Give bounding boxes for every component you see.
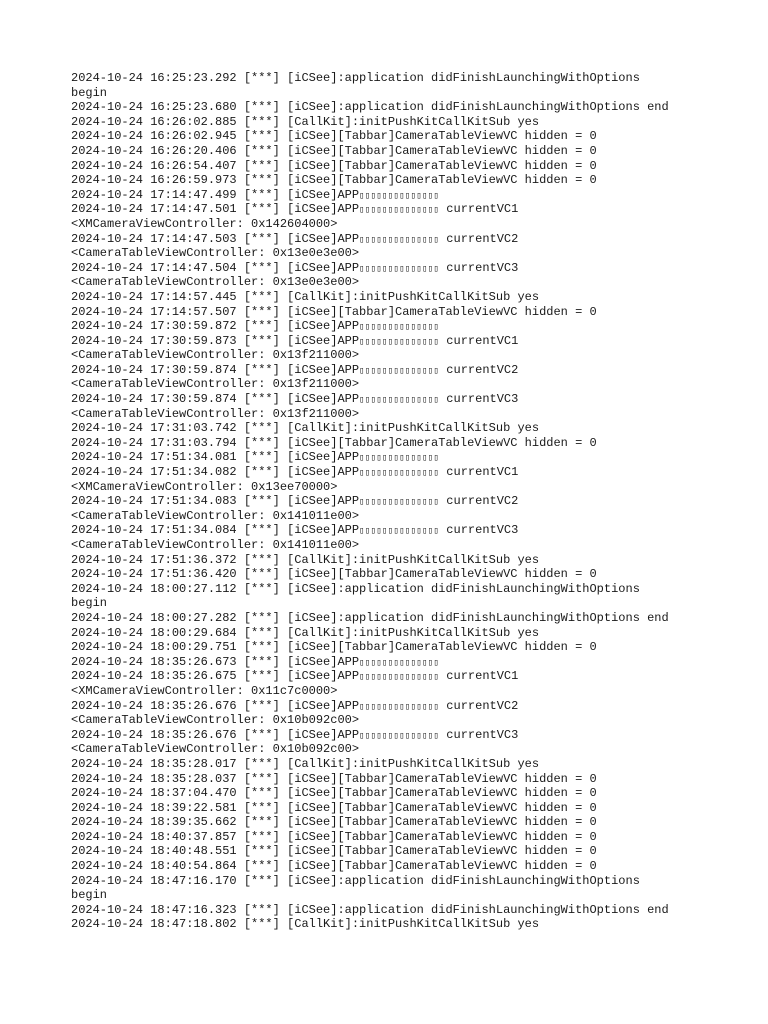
log-line: <CameraTableViewController: 0x10b092c00>	[71, 713, 360, 728]
log-line: 2024-10-24 18:00:27.112 [***] [iCSee]:application didFinishLaunchingWithOptions	[71, 581, 640, 596]
log-line: 2024-10-24 17:14:47.504 [***] [iCSee]APP▯▯▯▯▯▯▯▯▯▯▯▯▯▯ currentVC3	[71, 260, 519, 275]
log-line: 2024-10-24 17:31:03.794 [***] [iCSee][Tabbar]CameraTableViewVC hidden = 0	[71, 435, 597, 450]
log-line: 2024-10-24 17:31:03.742 [***] [CallKit]:initPushKitCallKitSub yes	[71, 421, 540, 436]
log-line: 2024-10-24 16:25:23.680 [***] [iCSee]:application didFinishLaunchingWithOptions end	[71, 100, 669, 115]
log-line: <CameraTableViewController: 0x13e0e3e00>	[71, 275, 360, 290]
log-line: <CameraTableViewController: 0x13e0e3e00>	[71, 246, 360, 261]
log-line: 2024-10-24 17:51:34.082 [***] [iCSee]APP▯▯▯▯▯▯▯▯▯▯▯▯▯▯ currentVC1	[71, 465, 519, 480]
log-line: 2024-10-24 18:47:18.802 [***] [CallKit]:initPushKitCallKitSub yes	[71, 917, 540, 932]
log-line: 2024-10-24 17:51:34.083 [***] [iCSee]APP▯▯▯▯▯▯▯▯▯▯▯▯▯▯ currentVC2	[71, 494, 519, 509]
log-line: 2024-10-24 18:00:27.282 [***] [iCSee]:application didFinishLaunchingWithOptions end	[71, 610, 669, 625]
log-line: <CameraTableViewController: 0x141011e00>	[71, 538, 360, 552]
missing-glyph-boxes: ▯▯▯▯▯▯▯▯▯▯▯▯▯▯	[359, 365, 440, 376]
log-line: 2024-10-24 16:26:02.885 [***] [CallKit]:initPushKitCallKitSub yes	[71, 114, 540, 129]
missing-glyph-boxes: ▯▯▯▯▯▯▯▯▯▯▯▯▯▯	[359, 190, 440, 201]
log-text-block	[71, 71, 711, 932]
log-line: <CameraTableViewController: 0x13f211000>	[71, 406, 360, 421]
missing-glyph-boxes: ▯▯▯▯▯▯▯▯▯▯▯▯▯▯	[359, 526, 440, 537]
log-line: 2024-10-24 18:47:16.170 [***] [iCSee]:application didFinishLaunchingWithOptions	[71, 873, 640, 888]
log-line: 2024-10-24 16:25:23.292 [***] [iCSee]:application didFinishLaunchingWithOptions	[71, 71, 640, 85]
log-line: 2024-10-24 16:26:02.945 [***] [iCSee][Tabbar]CameraTableViewVC hidden = 0	[71, 129, 597, 144]
log-line: <XMCameraViewController: 0x142604000>	[71, 216, 338, 231]
log-line: 2024-10-24 16:26:59.973 [***] [iCSee][Tabbar]CameraTableViewVC hidden = 0	[71, 173, 597, 188]
log-line: <CameraTableViewController: 0x10b092c00>	[71, 742, 360, 757]
log-line: 2024-10-24 18:39:22.581 [***] [iCSee][Tabbar]CameraTableViewVC hidden = 0	[71, 800, 597, 815]
log-line: 2024-10-24 17:30:59.873 [***] [iCSee]APP▯▯▯▯▯▯▯▯▯▯▯▯▯▯ currentVC1	[71, 333, 519, 348]
log-line: 2024-10-24 18:35:26.675 [***] [iCSee]APP▯▯▯▯▯▯▯▯▯▯▯▯▯▯ currentVC1	[71, 669, 519, 684]
log-line: 2024-10-24 17:14:57.445 [***] [CallKit]:initPushKitCallKitSub yes	[71, 289, 540, 304]
log-line: 2024-10-24 17:14:47.499 [***] [iCSee]APP▯▯▯▯▯▯▯▯▯▯▯▯▯▯	[71, 187, 440, 202]
missing-glyph-boxes: ▯▯▯▯▯▯▯▯▯▯▯▯▯▯	[359, 336, 440, 347]
log-line: 2024-10-24 18:39:35.662 [***] [iCSee][Tabbar]CameraTableViewVC hidden = 0	[71, 815, 597, 830]
log-line: 2024-10-24 18:35:26.676 [***] [iCSee]APP▯▯▯▯▯▯▯▯▯▯▯▯▯▯ currentVC3	[71, 727, 519, 742]
log-line: 2024-10-24 17:14:47.501 [***] [iCSee]APP▯▯▯▯▯▯▯▯▯▯▯▯▯▯ currentVC1	[71, 202, 519, 217]
log-line: 2024-10-24 17:30:59.874 [***] [iCSee]APP▯▯▯▯▯▯▯▯▯▯▯▯▯▯ currentVC3	[71, 392, 519, 407]
log-line: 2024-10-24 18:40:37.857 [***] [iCSee][Tabbar]CameraTableViewVC hidden = 0	[71, 829, 597, 844]
log-line: 2024-10-24 17:51:36.372 [***] [CallKit]:initPushKitCallKitSub yes	[71, 552, 540, 567]
missing-glyph-boxes: ▯▯▯▯▯▯▯▯▯▯▯▯▯▯	[359, 263, 440, 274]
missing-glyph-boxes: ▯▯▯▯▯▯▯▯▯▯▯▯▯▯	[359, 730, 440, 741]
log-line: begin	[71, 85, 108, 100]
log-line: 2024-10-24 18:37:04.470 [***] [iCSee][Tabbar]CameraTableViewVC hidden = 0	[71, 786, 597, 801]
log-line: 2024-10-24 17:30:59.872 [***] [iCSee]APP▯▯▯▯▯▯▯▯▯▯▯▯▯▯	[71, 319, 440, 334]
log-line: 2024-10-24 18:00:29.684 [***] [CallKit]:initPushKitCallKitSub yes	[71, 625, 540, 640]
missing-glyph-boxes: ▯▯▯▯▯▯▯▯▯▯▯▯▯▯	[359, 468, 440, 479]
log-line: 2024-10-24 18:35:28.017 [***] [CallKit]:initPushKitCallKitSub yes	[71, 756, 540, 771]
log-line: <CameraTableViewController: 0x141011e00>	[71, 508, 360, 523]
log-line: 2024-10-24 18:35:26.676 [***] [iCSee]APP▯▯▯▯▯▯▯▯▯▯▯▯▯▯ currentVC2	[71, 698, 519, 713]
log-line: 2024-10-24 17:14:47.503 [***] [iCSee]APP▯▯▯▯▯▯▯▯▯▯▯▯▯▯ currentVC2	[71, 231, 519, 246]
missing-glyph-boxes: ▯▯▯▯▯▯▯▯▯▯▯▯▯▯	[359, 322, 440, 333]
missing-glyph-boxes: ▯▯▯▯▯▯▯▯▯▯▯▯▯▯	[359, 497, 440, 508]
missing-glyph-boxes: ▯▯▯▯▯▯▯▯▯▯▯▯▯▯	[359, 395, 440, 406]
missing-glyph-boxes: ▯▯▯▯▯▯▯▯▯▯▯▯▯▯	[359, 453, 440, 464]
log-line: begin	[71, 888, 108, 903]
log-line: <CameraTableViewController: 0x13f211000>	[71, 348, 360, 363]
log-line: 2024-10-24 18:00:29.751 [***] [iCSee][Tabbar]CameraTableViewVC hidden = 0	[71, 640, 597, 655]
log-line: 2024-10-24 17:51:34.084 [***] [iCSee]APP▯▯▯▯▯▯▯▯▯▯▯▯▯▯ currentVC3	[71, 523, 519, 538]
missing-glyph-boxes: ▯▯▯▯▯▯▯▯▯▯▯▯▯▯	[359, 701, 440, 712]
log-line: <XMCameraViewController: 0x11c7c0000>	[71, 683, 338, 698]
log-line: 2024-10-24 18:40:54.864 [***] [iCSee][Tabbar]CameraTableViewVC hidden = 0	[71, 859, 597, 874]
log-line: 2024-10-24 17:51:34.081 [***] [iCSee]APP▯▯▯▯▯▯▯▯▯▯▯▯▯▯	[71, 450, 440, 465]
missing-glyph-boxes: ▯▯▯▯▯▯▯▯▯▯▯▯▯▯	[359, 234, 440, 245]
log-line: <XMCameraViewController: 0x13ee70000>	[71, 479, 338, 494]
missing-glyph-boxes: ▯▯▯▯▯▯▯▯▯▯▯▯▯▯	[359, 657, 440, 668]
log-line: 2024-10-24 18:40:48.551 [***] [iCSee][Tabbar]CameraTableViewVC hidden = 0	[71, 844, 597, 859]
log-line: 2024-10-24 16:26:20.406 [***] [iCSee][Tabbar]CameraTableViewVC hidden = 0	[71, 143, 597, 158]
log-line: 2024-10-24 18:35:26.673 [***] [iCSee]APP▯▯▯▯▯▯▯▯▯▯▯▯▯▯	[71, 654, 440, 669]
log-line: <CameraTableViewController: 0x13f211000>	[71, 377, 360, 392]
log-line: 2024-10-24 18:47:16.323 [***] [iCSee]:application didFinishLaunchingWithOptions end	[71, 902, 669, 917]
log-line: 2024-10-24 17:14:57.507 [***] [iCSee][Tabbar]CameraTableViewVC hidden = 0	[71, 304, 597, 319]
missing-glyph-boxes: ▯▯▯▯▯▯▯▯▯▯▯▯▯▯	[359, 672, 440, 683]
log-line: 2024-10-24 17:30:59.874 [***] [iCSee]APP▯▯▯▯▯▯▯▯▯▯▯▯▯▯ currentVC2	[71, 362, 519, 377]
log-line: 2024-10-24 18:35:28.037 [***] [iCSee][Tabbar]CameraTableViewVC hidden = 0	[71, 771, 597, 786]
log-line: 2024-10-24 16:26:54.407 [***] [iCSee][Tabbar]CameraTableViewVC hidden = 0	[71, 158, 597, 173]
log-line: 2024-10-24 17:51:36.420 [***] [iCSee][Tabbar]CameraTableViewVC hidden = 0	[71, 567, 597, 582]
log-line: begin	[71, 596, 108, 611]
missing-glyph-boxes: ▯▯▯▯▯▯▯▯▯▯▯▯▯▯	[359, 205, 440, 216]
